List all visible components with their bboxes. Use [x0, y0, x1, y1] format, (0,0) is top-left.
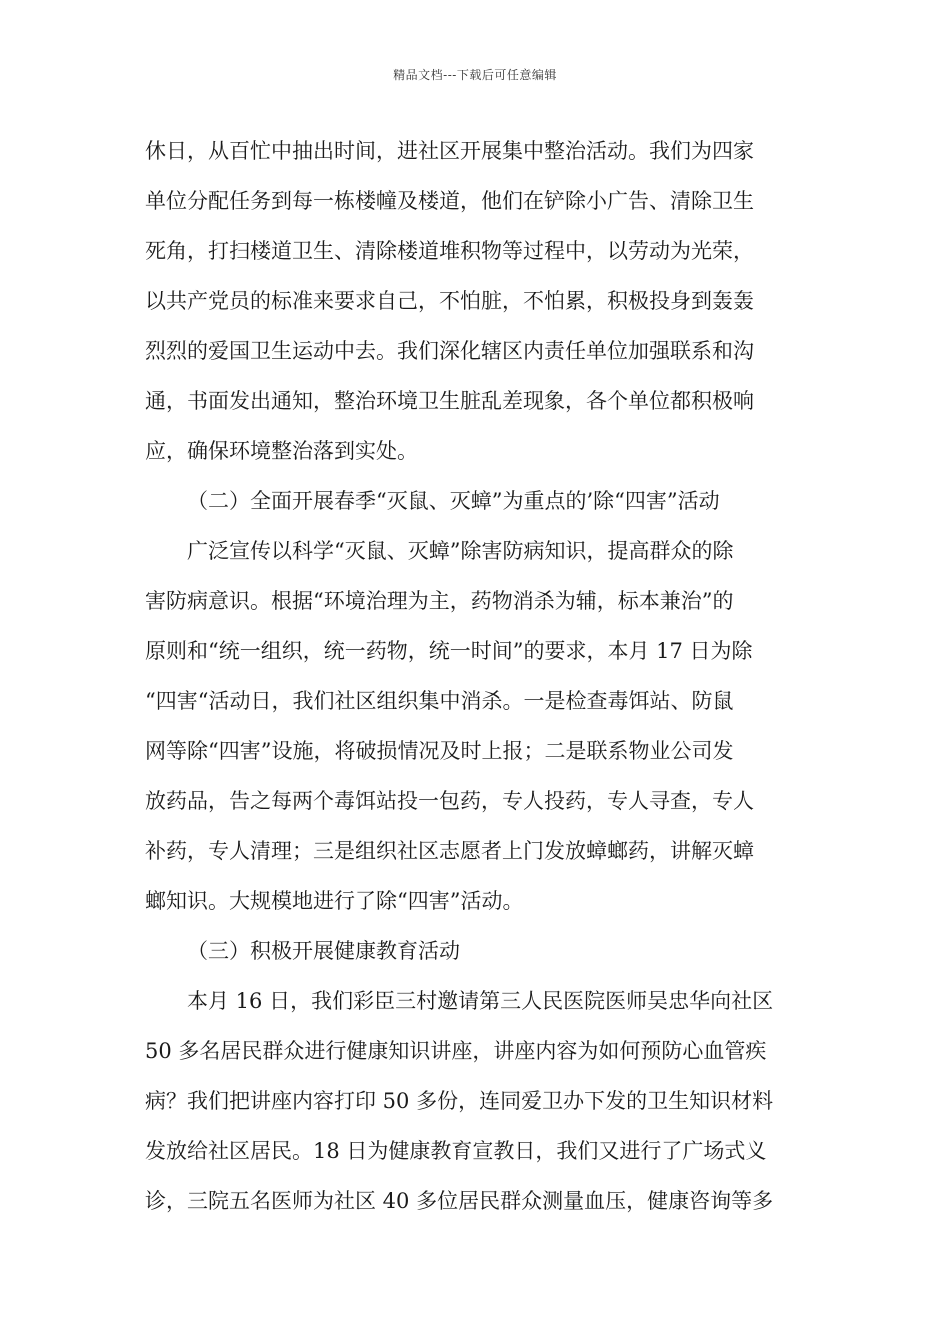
text-line: 害防病意识。根据“环境治理为主，药物消杀为辅，标本兼治”的: [145, 589, 734, 613]
text-line: 50 多名居民群众进行健康知识讲座，讲座内容为如何预防心血管疾: [145, 1039, 767, 1063]
text-line: 病？我们把讲座内容打印 50 多份，连同爱卫办下发的卫生知识材料: [145, 1089, 774, 1113]
text-line: “四害“活动日，我们社区组织集中消杀。一是检查毒饵站、防鼠: [145, 689, 734, 713]
text-line: 诊，三院五名医师为社区 40 多位居民群众测量血压，健康咨询等多: [145, 1189, 774, 1213]
paragraph-first-line: 广泛宣传以科学“灭鼠、灭蟑”除害防病知识，提高群众的除: [187, 539, 734, 563]
text-line: 螂知识。大规模地进行了除“四害”活动。: [145, 889, 524, 913]
text-line: 烈烈的爱国卫生运动中去。我们深化辖区内责任单位加强联系和沟: [145, 339, 754, 363]
text-line: 网等除“四害”设施，将破损情况及时上报；二是联系物业公司发: [145, 739, 734, 763]
text-line: 应，确保环境整治落到实处。: [145, 439, 418, 463]
section-heading: （二）全面开展春季“灭鼠、灭蟑”为重点的’除“四害”活动: [187, 489, 720, 513]
text-line: 补药，专人清理；三是组织社区志愿者上门发放蟑螂药，讲解灭蟑: [145, 839, 754, 863]
text-line: 单位分配任务到每一栋楼幢及楼道，他们在铲除小广告、清除卫生: [145, 189, 754, 213]
text-line: 通，书面发出通知，整治环境卫生脏乱差现象，各个单位都积极响: [145, 389, 754, 413]
text-line: 原则和“统一组织，统一药物，统一时间”的要求，本月 17 日为除: [145, 639, 753, 663]
text-line: 死角，打扫楼道卫生、清除楼道堆积物等过程中，以劳动为光荣，: [145, 239, 754, 263]
section-heading: （三）积极开展健康教育活动: [187, 939, 460, 963]
text-line: 以共产党员的标准来要求自己，不怕脏，不怕累，积极投身到轰轰: [145, 289, 754, 313]
document-body: [145, 126, 807, 1226]
page-header: 精品文档---下载后可任意编辑: [393, 68, 557, 82]
text-line: 放药品，告之每两个毒饵站投一包药，专人投药，专人寻查，专人: [145, 789, 754, 813]
text-line: 发放给社区居民。18 日为健康教育宣教日，我们又进行了广场式义: [145, 1139, 767, 1163]
text-line: 休日，从百忙中抽出时间，进社区开展集中整治活动。我们为四家: [145, 139, 754, 163]
paragraph-first-line: 本月 16 日，我们彩臣三村邀请第三人民医院医师吴忠华向社区: [187, 989, 774, 1013]
